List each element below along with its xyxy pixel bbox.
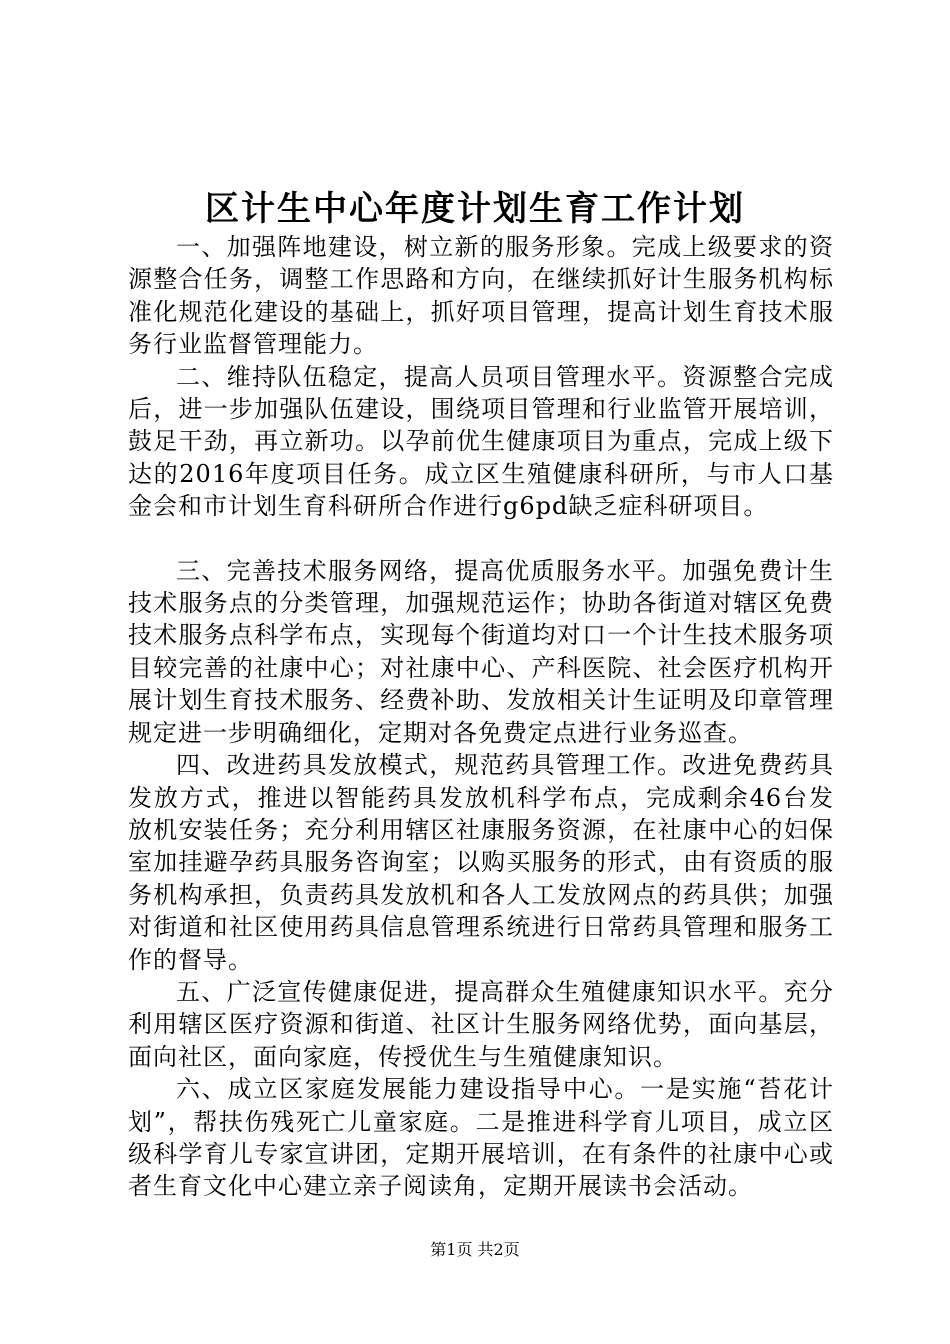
paragraph-1: 一、加强阵地建设，树立新的服务形象。完成上级要求的资源整合任务，调整工作思路和方向，在继续抓好计生服务机构标准化规范化建设的基础上，抓好项目管理，提高计划生育技术服务行业监督管理能力。 <box>128 233 834 359</box>
paragraph-5: 五、广泛宣传健康促进，提高群众生殖健康知识水平。充分利用辖区医疗资源和街道、社区计生服务网络优势，面向基层，面向社区，面向家庭，传授优生与生殖健康知识。 <box>128 977 834 1071</box>
paragraph-2: 二、维持队伍稳定，提高人员项目管理水平。资源整合完成后，进一步加强队伍建设，围绕项目管理和行业监管开展培训，鼓足干劲，再立新功。以孕前优生健康项目为重点，完成上级下达的2016年度项目任务。成立区生殖健康科研所，与市人口基金会和市计划生育科研所合作进行g6pd缺乏症科研项目。 <box>128 362 834 521</box>
page-indicator: 第1页 共2页 <box>430 1240 520 1259</box>
document-body <box>128 231 834 1203</box>
paragraph-6: 六、成立区家庭发展能力建设指导中心。一是实施“苔花计划”，帮扶伤残死亡儿童家庭。二是推进科学育儿项目，成立区级科学育儿专家宣讲团，定期开展培训，在有条件的社康中心或者生育文化中心建立亲子阅读角，定期开展读书会活动。 <box>128 1075 834 1201</box>
paragraph-4: 四、改进药具发放模式，规范药具管理工作。改进免费药具发放方式，推进以智能药具发放机科学布点，完成剩余46台发放机安装任务；充分利用辖区社康服务资源，在社康中心的妇保室加挂避孕药具服务咨询室；以购买服务的形式，由有资质的服务机构承担，负责药具发放机和各人工发放网点的药具供；加强对街道和社区使用药具信息管理系统进行日常药具管理和服务工作的督导。 <box>128 751 834 974</box>
document-title: 区计生中心年度计划生育工作计划 <box>205 189 745 229</box>
paragraph-3: 三、完善技术服务网络，提高优质服务水平。加强免费计生技术服务点的分类管理，加强规范运作；协助各街道对辖区免费技术服务点科学布点，实现每个街道均对口一个计生技术服务项目较完善的社康中心；对社康中心、产科医院、社会医疗机构开展计划生育技术服务、经费补助、发放相关计生证明及印章管理规定进一步明确细化，定期对各免费定点进行业务巡查。 <box>128 556 834 747</box>
